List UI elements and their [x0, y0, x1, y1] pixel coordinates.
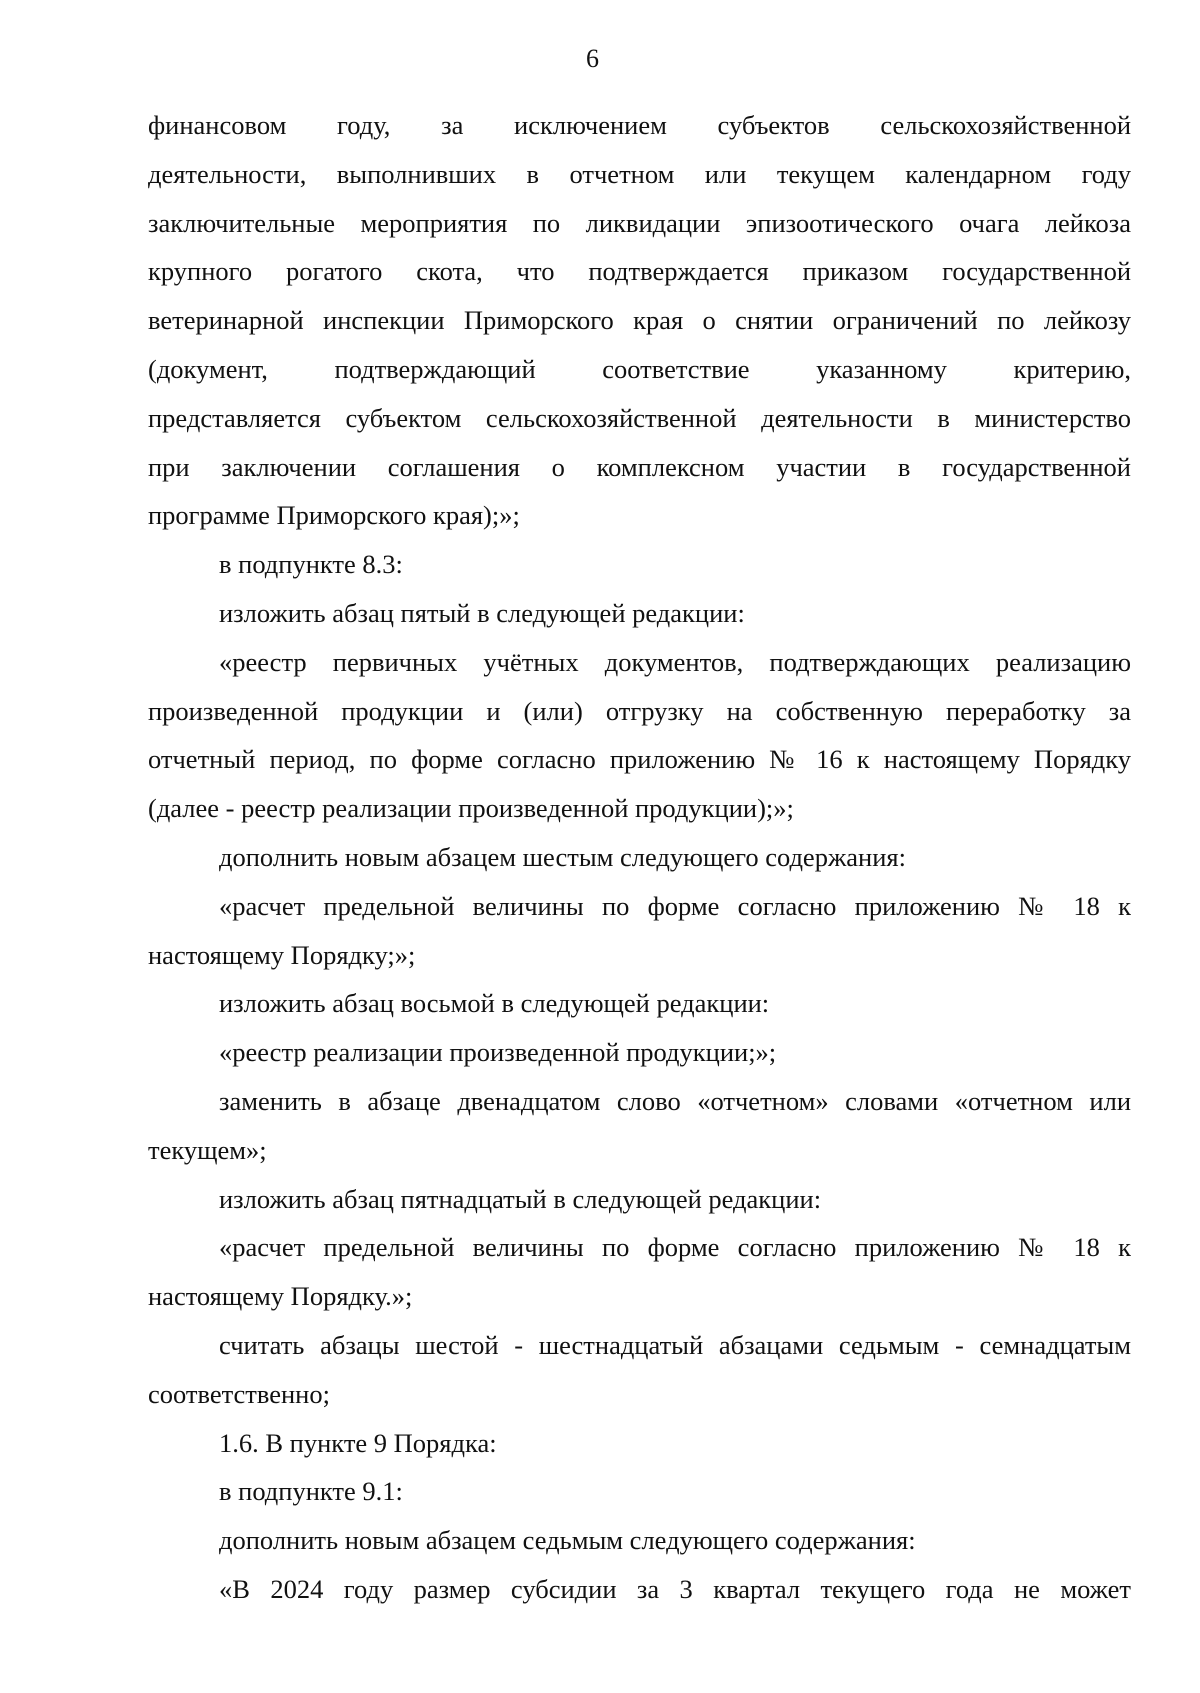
text-line: дополнить новым абзацем шестым следующего содержания: [219, 841, 906, 872]
text-line: изложить абзац пятый в следующей редакции: [219, 597, 745, 628]
text-line: настоящему Порядку;»; [148, 939, 416, 970]
text-line: изложить абзац пятнадцатый в следующей редакции: [219, 1183, 822, 1214]
text-line: представляется субъектом сельскохозяйственной деятельности в министерство [148, 402, 1131, 433]
text-line: отчетный период, по форме согласно приложению № 16 к настоящему Порядку [148, 744, 1131, 775]
text-line: «расчет предельной величины по форме согласно приложению № 18 к [219, 890, 1131, 921]
text-line: соответственно; [148, 1378, 330, 1409]
text-line: дополнить новым абзацем седьмым следующего содержания: [219, 1525, 916, 1556]
text-line: «реестр первичных учётных документов, подтверждающих реализацию [219, 646, 1131, 677]
text-line: крупного рогатого скота, что подтверждается приказом государственной [148, 256, 1131, 287]
text-line: финансовом году, за исключением субъектов сельскохозяйственной [148, 110, 1131, 140]
text-line: «реестр реализации произведенной продукции;»; [219, 1037, 777, 1068]
text-line: «расчет предельной величины по форме согласно приложению № 18 к [219, 1232, 1131, 1263]
text-line: текущем»; [148, 1134, 267, 1165]
document-body [148, 101, 1131, 1614]
page-number: 6 [586, 44, 599, 73]
text-line: программе Приморского края);»; [148, 500, 520, 531]
text-line: настоящему Порядку.»; [148, 1281, 413, 1312]
text-line: в подпункте 9.1: [219, 1476, 403, 1507]
text-line: ветеринарной инспекции Приморского края о снятии ограничений по лейкозу [148, 305, 1131, 336]
text-line: в подпункте 8.3: [219, 549, 403, 580]
text-line: при заключении соглашения о комплексном участии в государственной [148, 451, 1131, 482]
text-line: 1.6. В пункте 9 Порядка: [219, 1427, 497, 1458]
text-line: изложить абзац восьмой в следующей редакции: [219, 988, 770, 1019]
text-line: (далее - реестр реализации произведенной продукции);»; [148, 793, 794, 824]
text-line: считать абзацы шестой - шестнадцатый абзацами седьмым - семнадцатым [219, 1329, 1131, 1360]
text-line: «В 2024 году размер субсидии за 3 квартал текущего года не может [219, 1573, 1131, 1604]
text-line: заменить в абзаце двенадцатом слово «отчетном» словами «отчетном или [219, 1085, 1131, 1116]
text-line: деятельности, выполнивших в отчетном или текущем календарном году [148, 158, 1131, 189]
text-line: (документ, подтверждающий соответствие указанному критерию, [148, 353, 1131, 384]
text-line: произведенной продукции и (или) отгрузку на собственную переработку за [148, 695, 1131, 726]
text-line: заключительные мероприятия по ликвидации эпизоотического очага лейкоза [148, 207, 1131, 238]
